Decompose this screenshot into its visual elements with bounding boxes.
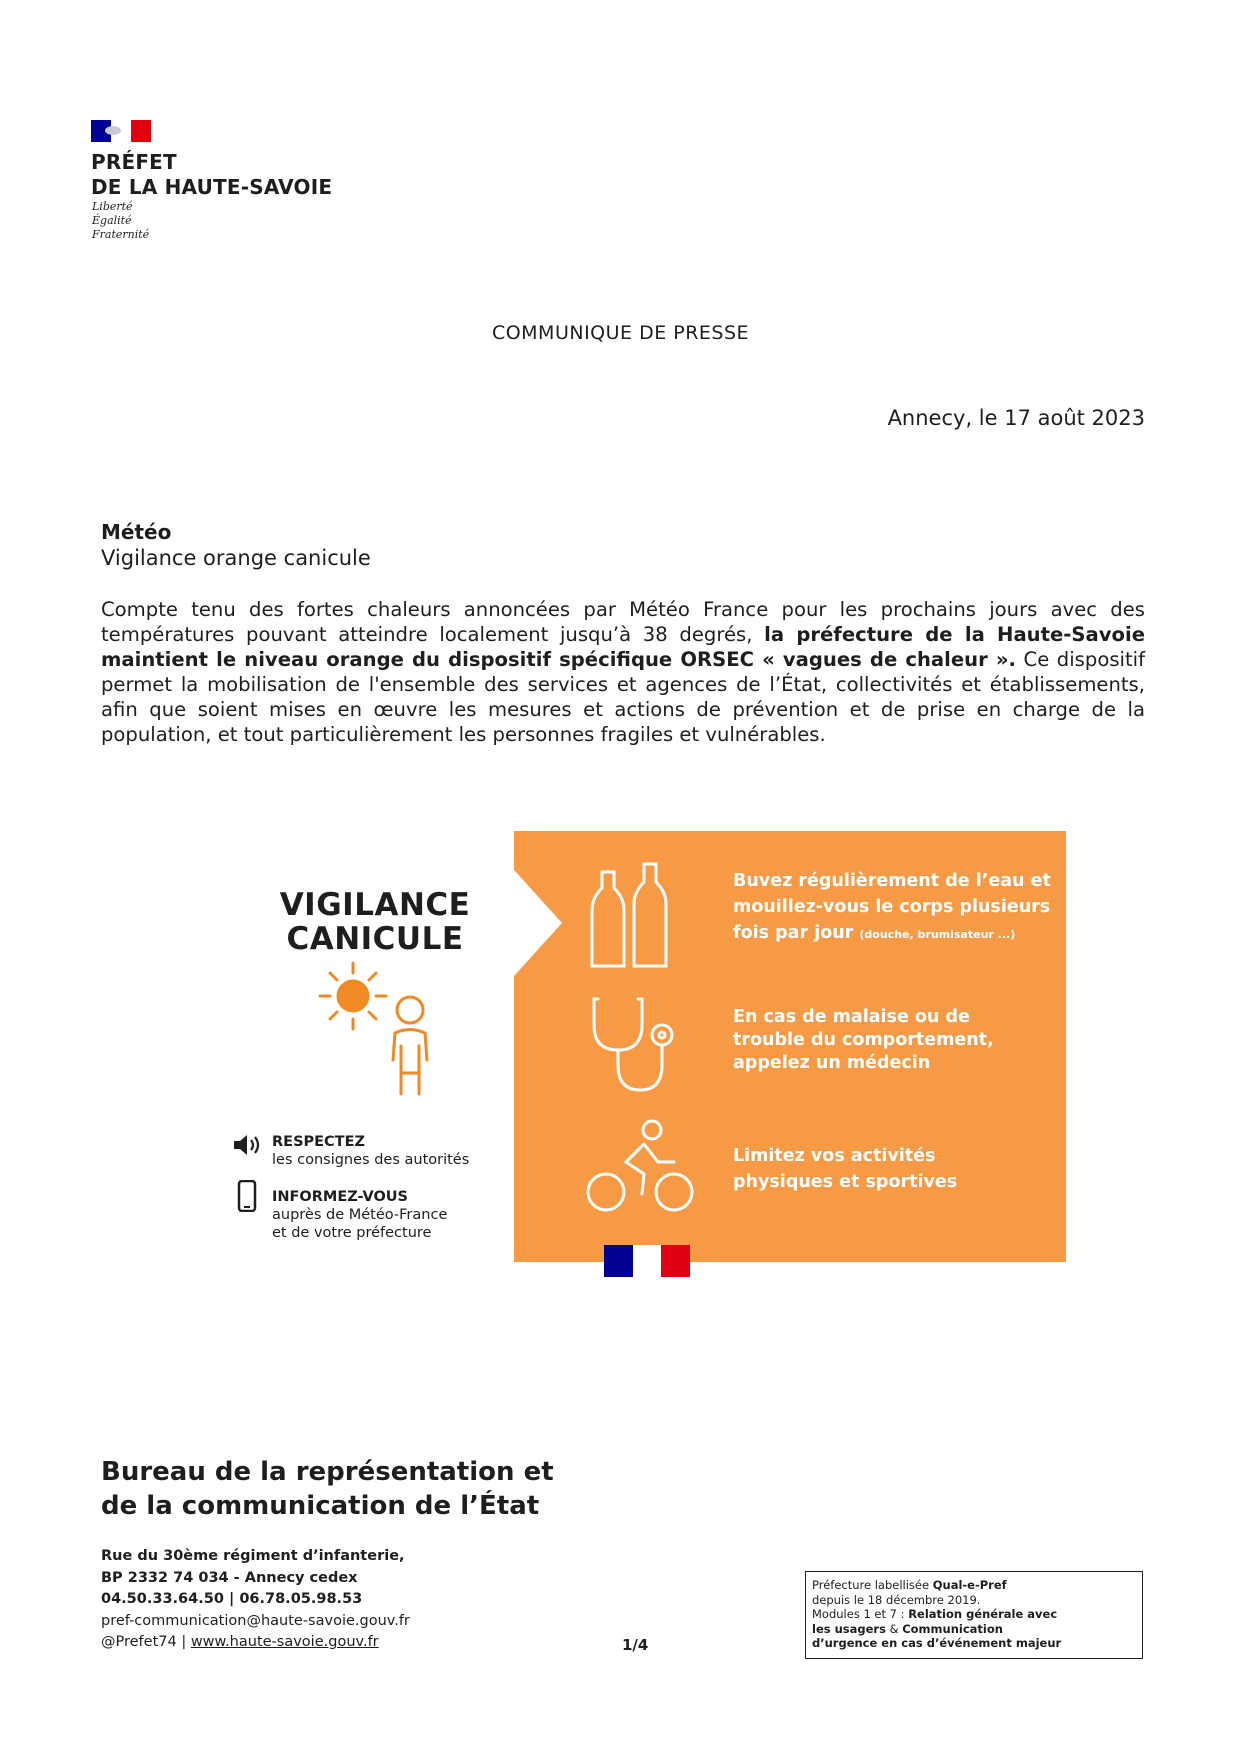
quality-text: Modules 1 et 7 : xyxy=(812,1607,909,1621)
legend-respect xyxy=(272,1133,469,1169)
republic-motto xyxy=(92,200,149,242)
tip-call-doctor: En cas de malaise ou de trouble du comportement, appelez un médecin xyxy=(733,1007,994,1073)
motto-liberte: Liberté xyxy=(92,200,133,213)
tip-drink-water xyxy=(733,868,1053,948)
quality-text: & xyxy=(885,1621,903,1636)
legend-inform-text2: et de votre préfecture xyxy=(272,1225,432,1241)
page-number: 1/4 xyxy=(622,1636,649,1654)
footer-email: pref-communication@haute-savoie.gouv.fr xyxy=(101,1612,410,1629)
quality-bold: les usagers xyxy=(812,1621,886,1636)
footer-address1: Rue du 30ème régiment d’infanterie, xyxy=(101,1548,405,1564)
footer-title-line1: Bureau de la représentation et xyxy=(101,1457,554,1487)
date-line: Annecy, le 17 août 2023 xyxy=(887,406,1145,430)
quality-line2: depuis le 18 décembre 2019. xyxy=(812,1592,981,1607)
footer-twitter: @Prefet74 | xyxy=(101,1634,191,1650)
vigilance-canicule-title xyxy=(265,888,485,956)
motto-fraternite: Fraternité xyxy=(92,228,150,241)
legend-respect-text: les consignes des autorités xyxy=(272,1152,470,1168)
section-title: Météo xyxy=(101,520,172,544)
footer-contact xyxy=(101,1546,410,1654)
vigilance-title-line1: VIGILANCE xyxy=(279,887,471,923)
republique-flag-logo xyxy=(91,120,151,142)
footer-title xyxy=(101,1455,554,1523)
tip-small-text: (douche, brumisateur ...) xyxy=(859,928,1016,941)
footer-links xyxy=(101,1632,410,1654)
legend-inform-bold: INFORMEZ-VOUS xyxy=(272,1189,408,1205)
quality-bold: Qual-e-Pref xyxy=(932,1578,1007,1592)
quality-line5: d’urgence en cas d’événement majeur xyxy=(812,1636,1062,1650)
tip-text: Buvez régulièrement de l’eau et mouillez-vous le corps plusieurs fois par jour xyxy=(733,871,1051,943)
panel-arrow xyxy=(514,870,564,976)
motto-egalite: Égalité xyxy=(92,214,132,227)
body-text-bold: la préfecture de la Haute-Savoie maintient le niveau orange du dispositif spécifique ORSEC « vagues de chaleur ». xyxy=(101,623,1145,671)
sun-person-icon xyxy=(315,958,445,1098)
body-text-part: Ce dispositif permet la mobilisation de l'ensemble des services et agences de l’État, collectivités et établissements, afin que soient mises en œuvre les mesures et actions de prévention et de prise en charge de la population, et tout particulièrement les personnes fragiles et vulnérables. xyxy=(101,648,1145,746)
quality-bold: Communication xyxy=(902,1621,1003,1636)
body-text-part: Compte tenu des fortes chaleurs annoncées par Météo France pour les prochains jours avec des températures pouvant atteindre localement jusqu’à 38 degrés, xyxy=(101,598,1145,646)
quality-text: Préfecture labellisée xyxy=(812,1578,933,1592)
speaker-icon xyxy=(232,1133,262,1157)
bottles-icon xyxy=(588,862,672,970)
footer-website-link[interactable]: www.haute-savoie.gouv.fr xyxy=(190,1634,379,1650)
quality-line1 xyxy=(812,1578,1136,1593)
cyclist-icon xyxy=(586,1118,696,1214)
quality-bold: Relation générale avec xyxy=(908,1607,1058,1621)
vigilance-title-line2: CANICULE xyxy=(286,921,464,957)
quality-label-box xyxy=(805,1571,1143,1659)
org-name-line1: PRÉFET xyxy=(91,150,177,174)
legend-respect-bold: RESPECTEZ xyxy=(272,1134,365,1150)
footer-phones: 04.50.33.64.50 | 06.78.05.98.53 xyxy=(101,1591,363,1607)
legend-inform xyxy=(272,1188,447,1242)
legend-inform-text: auprès de Météo-France xyxy=(272,1207,448,1223)
org-name xyxy=(91,150,332,200)
footer-address2: BP 2332 74 034 - Annecy cedex xyxy=(101,1569,358,1586)
quality-line4 xyxy=(812,1622,1136,1637)
section-subtitle: Vigilance orange canicule xyxy=(101,546,371,570)
body-paragraph xyxy=(101,597,1145,747)
stethoscope-icon xyxy=(590,995,678,1095)
phone-icon xyxy=(237,1180,257,1212)
quality-line3 xyxy=(812,1607,1136,1622)
footer-title-line2: de la communication de l’État xyxy=(101,1491,540,1521)
tip-limit-activity: Limitez vos activités physiques et sportives xyxy=(733,1146,958,1192)
org-name-line2: DE LA HAUTE-SAVOIE xyxy=(91,175,333,199)
document-type: COMMUNIQUE DE PRESSE xyxy=(491,322,750,344)
marianne-flag-icon xyxy=(604,1245,690,1277)
